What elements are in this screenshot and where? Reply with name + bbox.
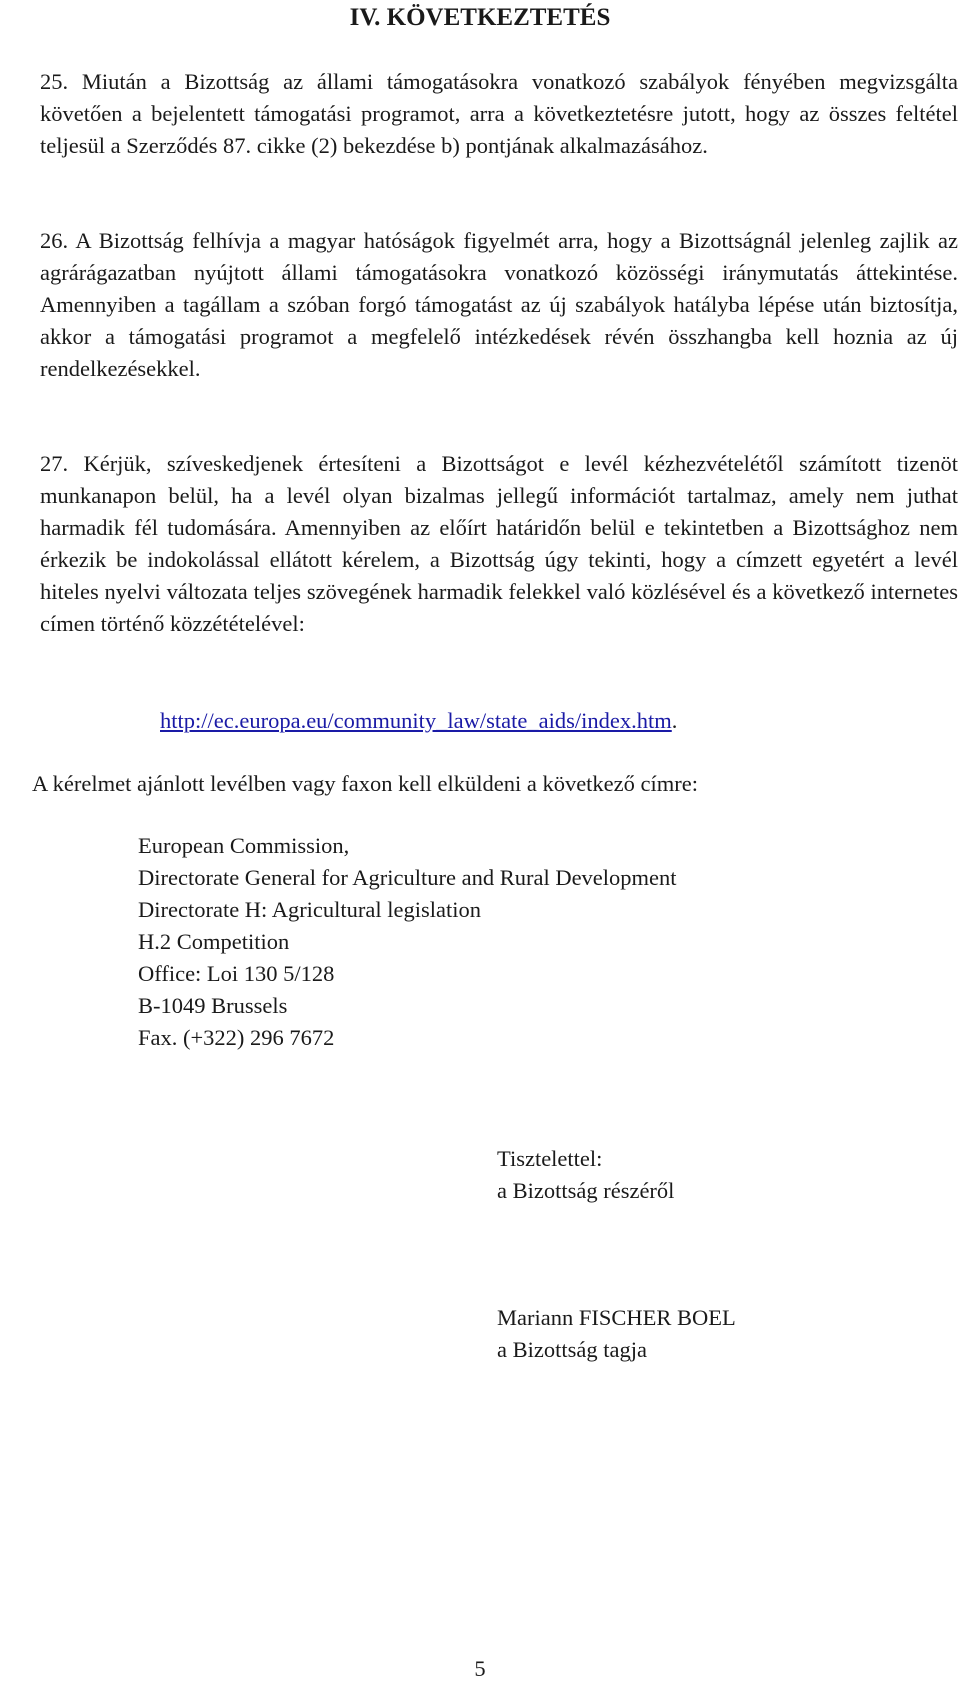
address-line: European Commission, (138, 833, 350, 858)
paragraph-27 (40, 448, 958, 640)
page-number: 5 (474, 1656, 486, 1681)
address-block (138, 830, 677, 1054)
address-line: Directorate General for Agriculture and Rural Development (138, 865, 677, 890)
paragraph-25 (40, 66, 958, 162)
send-instruction: A kérelmet ajánlott levélben vagy faxon kell elküldeni a következő címre: (32, 771, 699, 796)
paragraph-26 (40, 225, 958, 385)
address-line: B-1049 Brussels (138, 993, 288, 1018)
signatory-title: a Bizottság tagja (497, 1337, 647, 1362)
signature-block (497, 1302, 736, 1366)
paragraph-number: 26. (40, 228, 69, 253)
section-heading: IV. KÖVETKEZTETÉS (349, 4, 611, 31)
publication-link-line (160, 705, 677, 737)
address-line: H.2 Competition (138, 929, 290, 954)
paragraph-text: Kérjük, szíveskedjenek értesíteni a Bizottságot e levél kézhezvételétől számított tizenöt munkanapon belül, ha a levél olyan bizalmas jellegű információt tartalmaz, amely nem juthat harmadik fél tudomására. Amennyiben az előírt határidőn belül e tekintetben a Bizottsághoz nem érkezik be indokolással ellátott kérelem, a Bizottság úgy tekinti, hogy a címzett egyetért a levél hiteles nyelvi változata teljes szövegének harmadik felekkel való közlésével és a következő internetes címen történő közzétételével: (40, 451, 958, 636)
paragraph-text: Miután a Bizottság az állami támogatásokra vonatkozó szabályok fényében megvizsgálta követően a bejelentett támogatási programot, arra a következtetésre jutott, hogy az összes feltétel teljesül a Szerződés 87. cikke (2) bekezdése b) pontjának alkalmazásához. (40, 69, 958, 158)
closing-block (497, 1143, 674, 1207)
closing-salutation: Tisztelettel: (497, 1146, 603, 1171)
address-line: Office: Loi 130 5/128 (138, 961, 335, 986)
paragraph-text: A Bizottság felhívja a magyar hatóságok figyelmét arra, hogy a Bizottságnál jelenleg zajlik az agrárágazatban nyújtott állami támogatásokra vonatkozó közösségi iránymutatás áttekintése. Amennyiben a tagállam a szóban forgó támogatást az új szabályok hatályba lépése után biztosítja, akkor a támogatási programot a megfelelő intézkedések révén összhangba kell hoznia az új rendelkezésekkel. (40, 228, 958, 381)
publication-link[interactable]: http://ec.europa.eu/community_law/state_aids/index.htm (160, 708, 672, 733)
closing-on-behalf: a Bizottság részéről (497, 1178, 675, 1203)
signatory-name: Mariann FISCHER BOEL (497, 1305, 736, 1330)
address-line: Fax. (+322) 296 7672 (138, 1025, 335, 1050)
address-line: Directorate H: Agricultural legislation (138, 897, 482, 922)
paragraph-number: 25. (40, 69, 69, 94)
paragraph-number: 27. (40, 451, 69, 476)
link-suffix: . (671, 708, 678, 733)
